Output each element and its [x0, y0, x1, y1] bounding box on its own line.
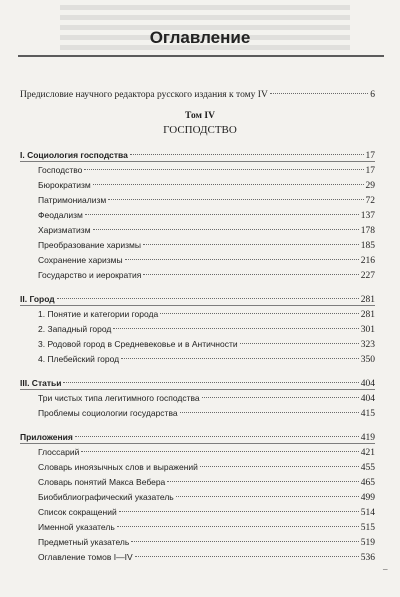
- page-title: Оглавление: [149, 28, 251, 47]
- entry-page: 6: [370, 90, 375, 100]
- toc-entry: Биобиблиографический указатель 499: [38, 492, 375, 503]
- toc-entry: Преобразование харизмы 185: [38, 240, 375, 251]
- toc-entry: Глоссарий 421: [38, 447, 375, 458]
- volume-label: Том IV: [185, 111, 215, 121]
- section-label: II. Город: [20, 294, 55, 304]
- toc-entry: Предметный указатель 519: [38, 537, 375, 548]
- toc-entry: Три чистых типа легитимного господства 404: [38, 393, 375, 404]
- toc-entry: Государство и иерократия 227: [38, 270, 375, 281]
- toc-entry: Именной указатель 515: [38, 522, 375, 533]
- section-label: I. Социология господства: [20, 150, 128, 160]
- section-page: 404: [360, 379, 375, 389]
- section-page: 419: [360, 433, 375, 443]
- entry-label: Предисловие научного редактора русского издания к тому IV: [20, 90, 268, 100]
- section-divider: [20, 443, 375, 444]
- title-rule: [18, 55, 384, 57]
- toc-entry: Оглавление томов I—IV 536: [38, 552, 375, 563]
- toc-entry: Список сокращений 514: [38, 507, 375, 518]
- toc-entry: Феодализм 137: [38, 210, 375, 221]
- toc-entry: 4. Плебейский город 350: [38, 354, 375, 365]
- toc-entry-preface: [20, 90, 375, 104]
- toc-entry: Словарь понятий Макса Вебера 465: [38, 477, 375, 488]
- toc-entry: Бюрократизм 29: [38, 180, 375, 191]
- section-page: 281: [360, 295, 375, 305]
- section-divider: [20, 161, 375, 162]
- toc-entry: 2. Западный город 301: [38, 324, 375, 335]
- section-divider: [20, 389, 375, 390]
- toc-entry: Сохранение харизмы 216: [38, 255, 375, 266]
- section-label: Приложения: [20, 432, 73, 442]
- section-divider: [20, 305, 375, 306]
- volume-section-title: ГОСПОДСТВО: [163, 124, 237, 136]
- edge-mark: –: [383, 564, 388, 574]
- toc-entry: 1. Понятие и категории города 281: [38, 309, 375, 320]
- section-page: 17: [365, 151, 375, 161]
- section-label: III. Статьи: [20, 378, 62, 388]
- toc-entry: Проблемы социологии государства 415: [38, 408, 375, 419]
- toc-entry: Харизматизм 178: [38, 225, 375, 236]
- toc-entry: Господство 17: [38, 165, 375, 176]
- toc-entry: Словарь иноязычных слов и выражений 455: [38, 462, 375, 473]
- toc-entry: Патримониализм 72: [38, 195, 375, 206]
- toc-entry: 3. Родовой город в Средневековье и в Античности 323: [38, 339, 375, 350]
